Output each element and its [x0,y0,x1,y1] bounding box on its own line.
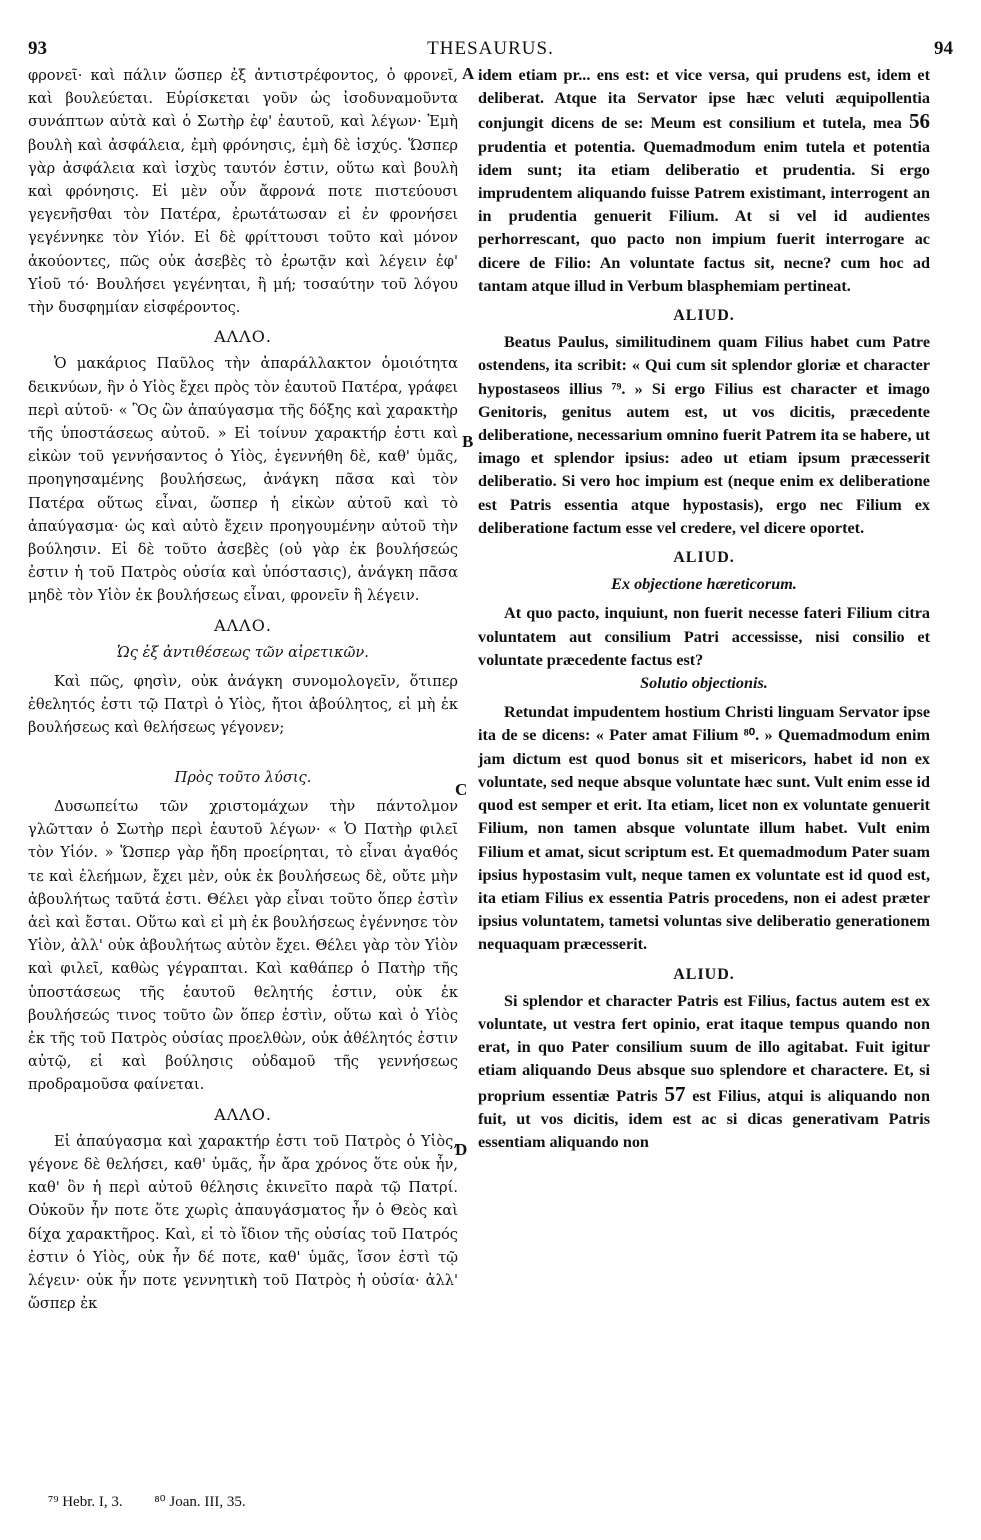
latin-paragraph-1-text: idem etiam pr... ens est: et vice versa, qui prudens est, idem et deliberat. Atque ita Servator ipse hæc veluti æquipollentia conjungit dicens de se: Meum est consilium et tutela, mea [478,66,930,133]
greek-column [28,64,458,1315]
latin-paragraph-3: At quo pacto, inquiunt, non fuerit necesse fateri Filium citra voluntatem aut consilium Patri accessisse, nisi consilio et voluntate præcedente factus est? [478,604,930,669]
footnotes [48,1492,274,1511]
greek-paragraph-5: Εἰ ἀπαύγασμα καὶ χαρακτήρ ἐστι τοῦ Πατρὸς ὁ Υἱὸς, γέγονε δὲ θελήσει, καθ' ὑμᾶς, ἦν ἄρα χρόνος ὅτε οὐκ ἦν, καθ' ὃν ἡ περὶ αὐτοῦ θέλησις ἐκινεῖτο παρὰ τῷ Πατρί. Οὐκοῦν ἦν ποτε ὅτε χωρὶς ἀπαυγάσματος ἦν ὁ Θεὸς καὶ δίχα χαρακτῆρος. Καὶ, εἰ τὸ ἴδιον τῆς οὐσίας τοῦ Πατρός ἐστιν ὁ Υἱὸς, οὐκ ἦν δέ ποτε, καθ' ὑμᾶς, ἴσον ἐστὶ τῷ λέγειν· οὐκ ἦν ποτε γεννητικὴ τοῦ Πατρὸς ἡ οὐσία· ἀλλ' ὥσπερ ἐκ [28,1132,458,1313]
running-title: THESAURUS. [427,38,554,59]
latin-paragraph-4: Retundat impudentem hostium Christi linguam Servator ipse ita de se dicens: « Pater amat Filium ⁸⁰. » Quemadmodum enim jam dictum est quod bonus sit et misericors, habet id non ex voluntate, sed neque absque voluntate hæc sunt. Vult enim esse id quod est semper et erit. Ita etiam, licet non ex voluntate genuerit Filium, non tamen absque voluntate illum habet. Vult enim Filium et amat, sicut scriptum est. Et quemadmodum Pater suam ipsius hypostasim vult, neque tamen ex voluntate est id quod est, ita etiam Filius ex essentia Patris procedens, non ei adest præter ipsius voluntatem, tametsi voluntas sive deliberatio generationem nequaquam præcesserit. [478,703,930,954]
margin-letter-b: B [462,432,474,451]
greek-subheading-3: Πρὸς τοῦτο λύσις. [174,768,312,786]
greek-heading-2: ΑΛΛΟ. [214,615,272,635]
running-header [28,38,953,64]
latin-paragraph-1 [478,64,930,298]
margin-letter-c: C [455,780,468,799]
greek-paragraph-1: φρονεῖ· καὶ πάλιν ὥσπερ ἐξ ἀντιστρέφοντος, ὁ φρονεῖ, καὶ βουλεύεται. Εὑρίσκεται γοῦν ὡς ἰσοδυναμοῦντα συνάπτων αὐτὰ καὶ ὁ Σωτὴρ ἐφ' ἑαυτοῦ, καὶ λέγων· Ἐμὴ βουλὴ καὶ ἀσφάλεια, ἐμὴ φρόνησις, ἐμὴ δὲ ἰσχύς. Ὥσπερ γὰρ ἀσφάλεια καὶ ἰσχὺς ταυτόν ἐστιν, οὕτω καὶ βουλὴ καὶ φρόνησις. Εἰ μὲν οὖν ἄφρονά ποτε πιστεύουσι γεγενῆσθαι τὸν Πατέρα, ἐρωτάτωσαν εἰ ἐν φρονήσει γεγέννηκε τὸν Υἱόν. Εἰ δὲ φρίττουσι τοῦτο καὶ μόνον ἀκούοντες, πῶς οὐκ ἀσεβὲς τὸ ἐρωτᾷν καὶ λέγειν ἐφ' Υἱοῦ τό· Βουλήσει γεγένηται, ἢ μή; τοσαύτην τοῦ λόγου τὴν δυσφημίαν εἰσφέροντος. [28,67,458,317]
greek-paragraph-2: Ὁ μακάριος Παῦλος τὴν ἀπαράλλακτον ὁμοιότητα δεικνύων, ἣν ὁ Υἱὸς ἔχει πρὸς τὸν ἑαυτοῦ Πατέρα, γράφει περὶ αὐτοῦ· « Ὃς ὢν ἀπαύγασμα τῆς δόξης καὶ χαρακτὴρ τῆς ὑποστάσεως αὐτοῦ. » Εἰ τοίνυν χαρακτήρ ἐστι καὶ εἰκὼν τοῦ γεννήσαντος ὁ Υἱὸς, ἐγεννήθη δὲ, καθ' ὑμᾶς, προηγησαμένης βουλήσεως, ἀνάγκη πᾶσα καὶ τὸν Πατέρα οὕτως εἶναι, ὥσπερ ἡ εἰκὼν αὐτοῦ καὶ τὸ ἀπαύγασμα· ὡς καὶ αὐτὸ ἔχειν προηγουμένην αὐτοῦ τὴν βούλησιν. Εἰ δὲ τοῦτο ἀσεβὲς (οὐ γὰρ ἐκ βουλήσεώς ἐστιν ἡ τοῦ Πατρὸς οὐσία καὶ ὑπόστασις), ἀνάγκη πᾶσα μηδὲ τὸν Υἱὸν ἐκ βουλήσεως εἶναι, φρονεῖν ἢ λέγειν. [28,355,458,605]
latin-paragraph-5 [478,990,930,1154]
page-number-right: 94 [934,38,953,59]
greek-paragraph-3: Καὶ πῶς, φησὶν, οὐκ ἀνάγκη συνομολογεῖν, ὅτιπερ ἐθελητός ἐστι τῷ Πατρὶ ὁ Υἱὸς, ἤτοι ἀβούλητος, εἰ μὴ ἐκ βουλήσεως καὶ θελήσεως γέγονεν; [28,673,458,737]
latin-subheading-2: Ex objectione hæreticorum. [611,575,797,594]
latin-paragraph-5-cont: est Filius, atqui is aliquando non fuit, ut vos dicitis, idem est ac si dicas generativam Patris essentiam aliquando non [478,1086,930,1151]
latin-heading-2: ALIUD. [673,549,735,567]
latin-paragraph-1-cont: prudentia et potentia. Quemadmodum enim tutela et potentia idem sunt; ita etiam deliberatio et prudentia. Si ergo imprudentem aliquando fuisse Patrem existimant, interrogent an in prudentia genuerit Filium. At si vel id audientes perhorrescant, quo pacto non impium fuerit interrogare ac dicere de Filio: An voluntate factus sit, necne? cum hoc ad tantam atque illud in Verbum blasphemiam pertineat. [478,137,930,295]
greek-subheading-2: Ὡς ἐξ ἀντιθέσεως τῶν αἱρετικῶν. [117,643,369,661]
latin-subheading-3: Solutio objectionis. [640,674,768,693]
margin-letter-a: A [462,64,475,83]
greek-paragraph-4: Δυσωπείτω τῶν χριστομάχων τὴν πάντολμον γλῶτταν ὁ Σωτὴρ περὶ ἑαυτοῦ λέγων· « Ὁ Πατὴρ φιλεῖ τὸν Υἱόν. » Ὥσπερ γὰρ ἤδη προείρηται, τὸ εἶναι ἀγαθός τε καὶ ἐλεήμων, ἔχει μὲν, οὐκ ἐκ βουλήσεως δὲ, οὔτε μὴν ἀβουλήτως ταῦτά ἐστι. Θέλει γὰρ εἶναι τοῦτο ὅπερ ἐστὶν ἀεὶ καὶ ἔσται. Οὕτω καὶ εἰ μὴ ἐκ βουλήσεως ἐγέννησε τὸν Υἱὸν, ἀλλ' οὐκ ἀβουλήτως αὐτὸν ἔχει. Θέλει γὰρ τὸν Υἱὸν καὶ φιλεῖ, καθὼς γέγραπται. Καὶ καθάπερ ὁ Πατὴρ τῆς ὑποστάσεως τῆς ἑαυτοῦ θελητής ἐστιν, οὐκ ἐκ βουλήσεώς τινος τοῦτο ὢν ὅπερ ἐστὶν, οὕτω καὶ ὁ Υἱὸς ἐκ τῆς τοῦ Πατρὸς οὐσίας προελθὼν, οὐκ ἀθέλητός ἐστιν αὐτῷ, εἰ καὶ βούλησις οὐδαμοῦ τῆς γεννήσεως προδραμοῦσα φαίνεται. [28,797,458,1094]
latin-paragraph-2: Beatus Paulus, similitudinem quam Filius habet cum Patre ostendens, ita scribit: « Qui cum sit splendor gloriæ et character hypostaseos illius ⁷⁹. » Si ergo Filius est character et imago Genitoris, genitus autem est, ut vos dicitis, præcedente deliberatione, necessarium omnino fuerit Patrem ita se habere, ut imago et splendor ipsius: adeo ut etiam ipsum præcesserit deliberatio. Si vero hoc impium est (neque enim ex deliberatione est Patris essentia atque hypostasis), ergo nec Filium ex deliberatione factum esse vel credere, vel dicere oportet. [478,333,930,537]
page-number-left: 93 [28,38,47,59]
column-number-57: 57 [664,1081,686,1106]
latin-heading-1: ALIUD. [673,307,735,325]
latin-heading-4: ALIUD. [673,965,735,983]
margin-letter-d: D [455,1140,468,1159]
column-number-56: 56 [909,109,930,134]
greek-heading-4: ΑΛΛΟ. [214,1104,272,1124]
latin-paragraph-5-text: Si splendor et character Patris est Filius, factus autem est ex voluntate, ut vestra fert opinio, erat itaque tempus quando non erat, in quo Pater consilium suum de illo agitabat. Fuit igitur etiam aliquando Deus absque suo splendore et charactere. Et, si proprium essentiæ Patris [478,991,930,1105]
greek-heading-1: ΑΛΛΟ. [214,327,272,347]
latin-column [478,64,930,1154]
footnote-80: ⁸⁰ Joan. III, 35. [154,1494,246,1510]
footnote-79: ⁷⁹ Hebr. I, 3. [48,1494,123,1510]
